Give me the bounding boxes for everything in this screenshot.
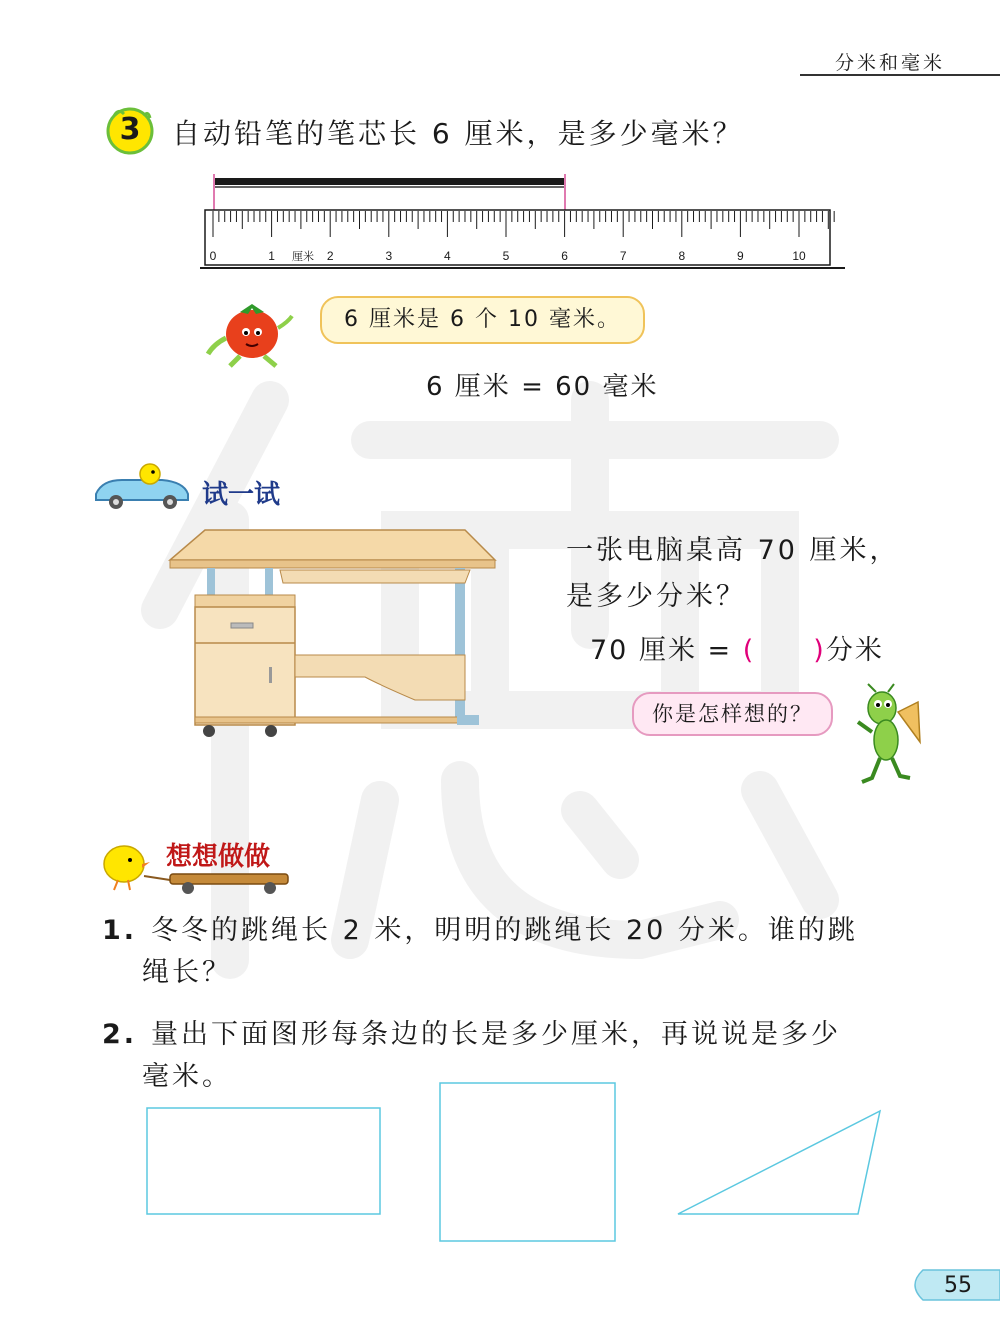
try-equation-unit: 分米 <box>825 635 884 666</box>
ruler-unit-label: 厘米 <box>292 250 314 263</box>
rectangle-shape <box>147 1108 380 1214</box>
think-heading: 想想做做 <box>166 842 271 872</box>
ruler-label: 5 <box>502 249 510 263</box>
computer-desk-illustration <box>165 525 500 740</box>
hint-speech-bubble: 6 厘米是 6 个 10 毫米。 <box>320 296 645 344</box>
ruler-label: 4 <box>444 249 451 263</box>
measurement-shapes <box>140 1075 900 1250</box>
example-question: 自动铅笔的笔芯长 6 厘米，是多少毫米？ <box>172 117 744 150</box>
ruler-label: 2 <box>326 249 334 263</box>
exercise-1-line2: 绳长？ <box>142 957 232 988</box>
exercise-1-text: 冬冬的跳绳长 2 米，明明的跳绳长 20 分米。谁的跳 <box>151 915 858 946</box>
answer-paren-open: ( <box>742 635 756 666</box>
tomato-character-icon <box>200 298 310 370</box>
square-shape <box>440 1083 615 1241</box>
try-equation <box>590 628 884 667</box>
try-question-line1: 一张电脑桌高 70 厘米， <box>566 535 900 566</box>
ruler-label: 0 <box>209 249 217 263</box>
section-title: 分米和毫米 <box>834 52 945 74</box>
exercise-1-number: 1. <box>102 915 138 946</box>
exercise-2-number: 2. <box>102 1019 138 1050</box>
grasshopper-character-icon <box>848 682 928 790</box>
ruler-label: 1 <box>268 249 275 263</box>
try-heading: 试一试 <box>202 480 281 510</box>
exercise-1-line1 <box>102 908 858 947</box>
example-equation: 6 厘米 = 60 毫米 <box>426 372 659 402</box>
ruler-label: 7 <box>619 249 627 263</box>
exercise-2-text: 量出下面图形每条边的长是多少厘米，再说说是多少 <box>151 1019 842 1050</box>
ruler-label: 3 <box>385 249 393 263</box>
pencil-lead <box>213 174 566 210</box>
ruler-label: 6 <box>561 249 568 263</box>
answer-paren-close: ) <box>813 635 826 666</box>
try-equation-left: 70 厘米 = <box>590 635 733 666</box>
thinking-speech-bubble: 你是怎样想的？ <box>632 692 833 736</box>
try-question-line2: 是多少分米？ <box>566 581 746 612</box>
ruler-label: 8 <box>678 249 686 263</box>
ruler-illustration <box>200 172 845 272</box>
triangle-shape <box>678 1111 880 1214</box>
chick-car-icon <box>92 460 192 512</box>
ruler-label: 9 <box>737 249 744 263</box>
header-rule <box>800 74 1000 76</box>
exercise-2-line1 <box>102 1012 841 1051</box>
exercise-2-line2: 毫米。 <box>142 1061 232 1092</box>
example-number: 3 <box>119 112 141 147</box>
page-number: 55 <box>944 1273 972 1298</box>
ruler-label: 10 <box>792 249 806 263</box>
